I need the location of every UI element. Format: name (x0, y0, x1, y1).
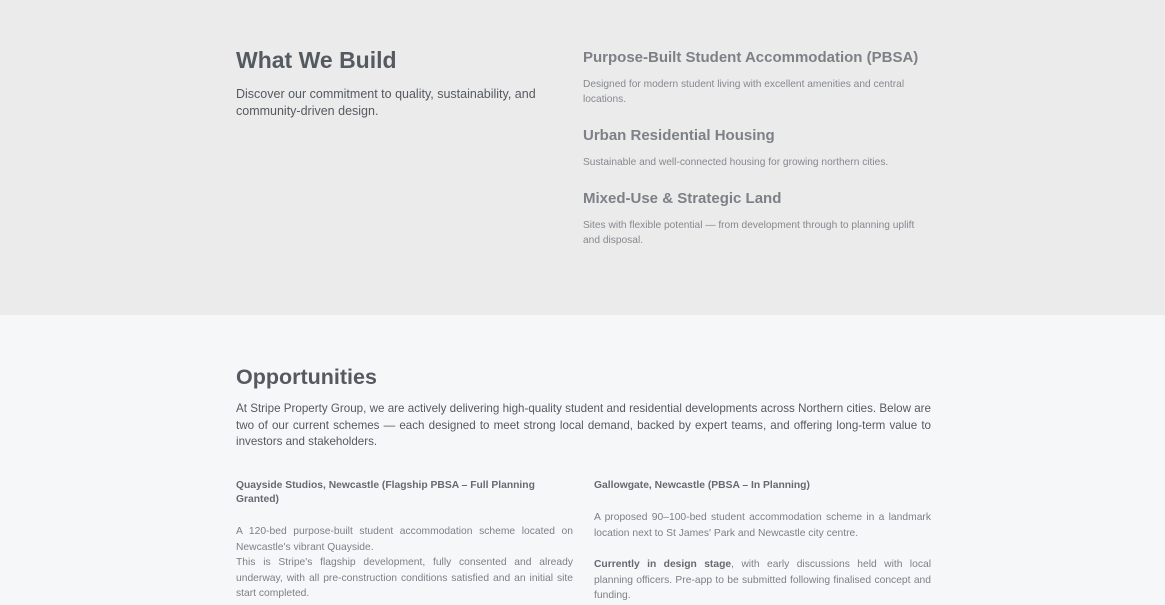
scheme-quayside (236, 479, 573, 602)
opportunities-intro: At Stripe Property Group, we are actively delivering high-quality student and residential developments across Northern cities. Below are two of our current schemes — each designed to meet strong local demand, backed by expert teams, and offering long-term value to investors and stakeholders. (236, 402, 931, 448)
scheme-title: Gallowgate, Newcastle (PBSA – In Planning) (594, 480, 810, 491)
scheme-description: A 120-bed purpose-built student accommodation scheme located on Newcastle's vibrant Quayside. (236, 526, 573, 553)
scheme-details: This is Stripe's flagship development, fully consented and already underway, with all pre-construction conditions satisfied and an initial site start completed. (236, 557, 573, 599)
what-we-build-description: Discover our commitment to quality, sustainability, and community-driven design. (236, 87, 536, 118)
scheme-gallowgate (594, 479, 931, 604)
opportunities-section (0, 315, 1165, 605)
scheme-description: A proposed 90–100-bed student accommodation scheme in a landmark location next to St James' Park and Newcastle city centre. (594, 512, 931, 539)
category-title: Urban Residential Housing (583, 127, 775, 144)
scheme-status-text: , with early discussions held with local planning officers. Pre-app to be submitted following finalised concept and funding. (594, 559, 931, 601)
scheme-title: Quayside Studios, Newcastle (Flagship PBSA – Full Planning Granted) (236, 480, 535, 505)
category-description: Designed for modern student living with excellent amenities and central locations. (583, 79, 905, 105)
scheme-status (594, 557, 931, 604)
category-description: Sustainable and well-connected housing for growing northern cities. (583, 157, 889, 168)
what-we-build-title: What We Build (236, 47, 397, 73)
category-urban-residential (583, 126, 888, 171)
category-mixed-use (583, 189, 928, 248)
category-title: Purpose-Built Student Accommodation (PBSA) (583, 49, 919, 66)
opportunities-title: Opportunities (236, 365, 377, 389)
category-title: Mixed-Use & Strategic Land (583, 190, 782, 207)
scheme-status-highlight: Currently in design stage (594, 559, 732, 570)
what-we-build-intro (236, 46, 566, 119)
category-pbsa (583, 48, 928, 107)
category-description: Sites with flexible potential — from development through to planning uplift and disposal. (583, 220, 915, 246)
